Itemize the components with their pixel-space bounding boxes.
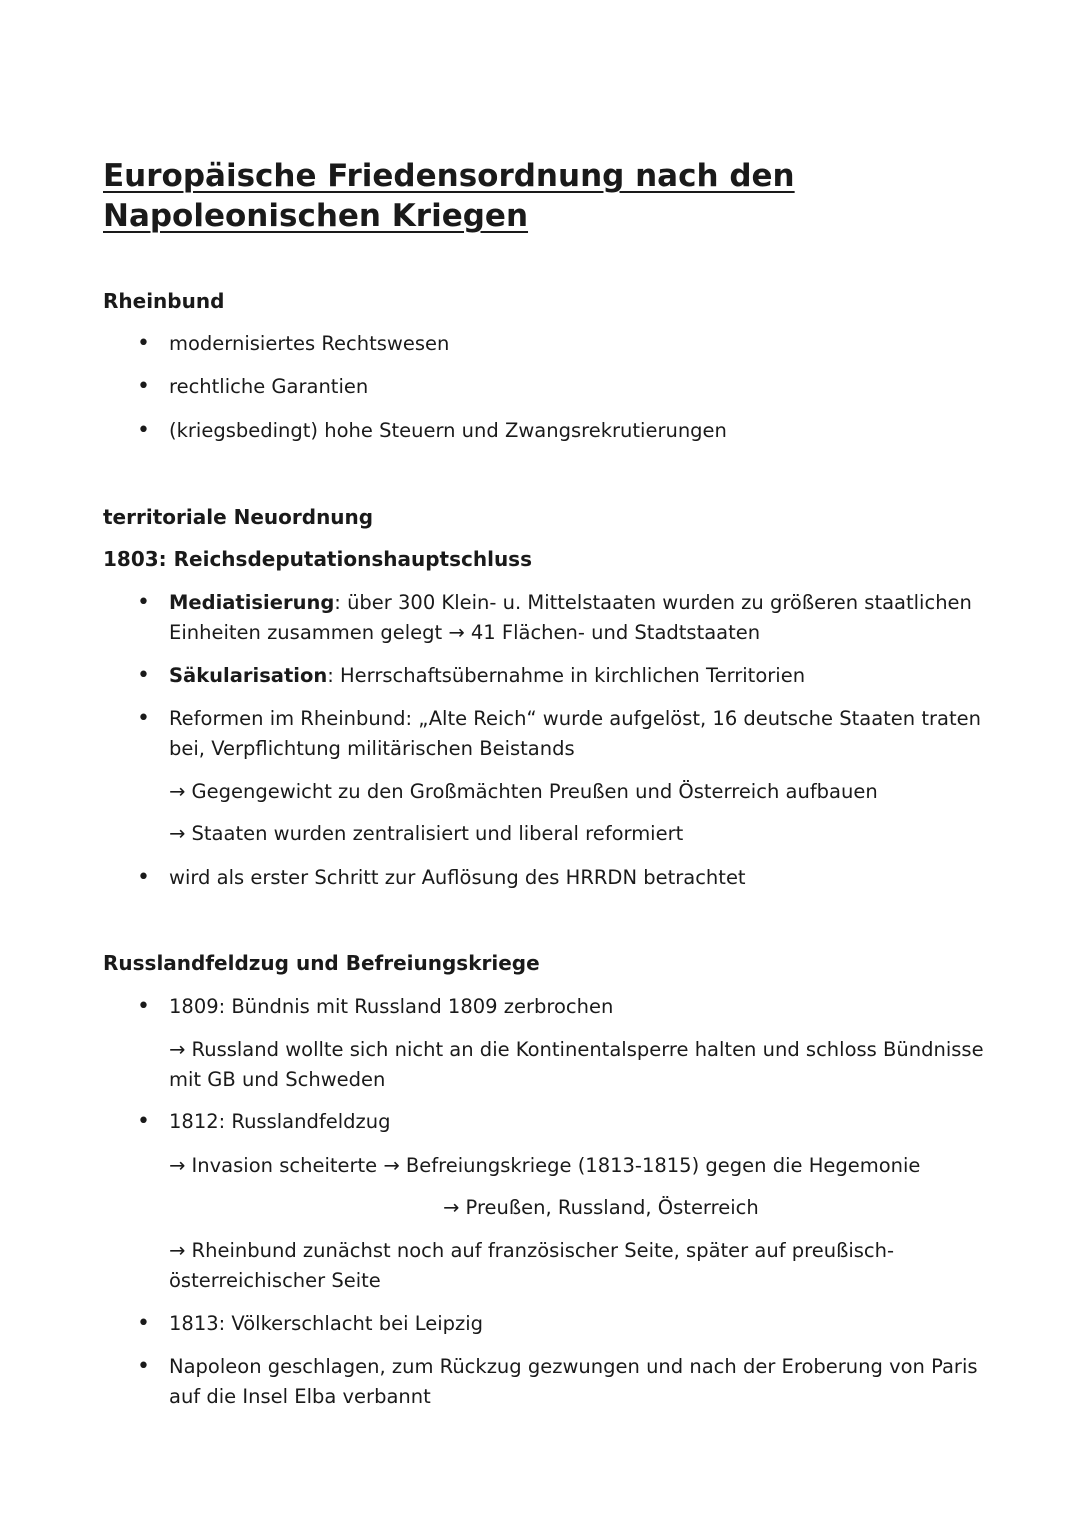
text-mediatisierung: : über 300 Klein- u. Mittelstaaten wurden zu größeren staatlichen Einheiten zusammen gelegt → 41 Flächen- und Stadtstaaten (169, 591, 972, 644)
list-item: • rechtliche Garantien (169, 372, 989, 402)
list-item: • 1813: Völkerschlacht bei Leipzig (169, 1309, 989, 1339)
heading-rheinbund: Rheinbund (103, 289, 225, 313)
term-mediatisierung: Mediatisierung (169, 591, 335, 614)
list-item-saekularisation (169, 661, 989, 691)
list-item: • 1812: Russlandfeldzug (169, 1107, 989, 1137)
list-item: • modernisiertes Rechtswesen (169, 329, 989, 359)
list-item-reformen: • Reformen im Rheinbund: „Alte Reich“ wurde aufgelöst, 16 deutsche Staaten traten bei, Verpflichtung militärischen Beistands (169, 704, 989, 764)
page-title: Europäische Friedensordnung nach den Napoleonischen Kriegen (103, 158, 795, 234)
sub-item: → Gegengewicht zu den Großmächten Preußen und Österreich aufbauen (169, 780, 878, 803)
text-saekularisation: : Herrschaftsübernahme in kirchlichen Territorien (327, 664, 806, 687)
subheading-reichsdeputationshauptschluss: 1803: Reichsdeputationshauptschluss (103, 547, 532, 571)
term-saekularisation: Säkularisation (169, 664, 328, 687)
sub-item: → Russland wollte sich nicht an die Kontinentalsperre halten und schloss Bündnisse mit GB und Schweden (169, 1038, 984, 1091)
sub-item: → Rheinbund zunächst noch auf französischer Seite, später auf preußisch-österreichischer Seite (169, 1239, 895, 1292)
heading-territoriale-neuordnung: territoriale Neuordnung (103, 505, 374, 529)
list-item: • 1809: Bündnis mit Russland 1809 zerbrochen (169, 992, 989, 1022)
list-item: • Napoleon geschlagen, zum Rückzug gezwungen und nach der Eroberung von Paris auf die Insel Elba verbannt (169, 1352, 989, 1412)
sub-item: → Staaten wurden zentralisiert und liberal reformiert (169, 822, 684, 845)
heading-russlandfeldzug: Russlandfeldzug und Befreiungskriege (103, 951, 540, 975)
list-item: • (kriegsbedingt) hohe Steuern und Zwangsrekrutierungen (169, 416, 989, 446)
sub-item: → Preußen, Russland, Österreich (443, 1196, 759, 1219)
list-item-mediatisierung (169, 588, 989, 648)
sub-item: → Invasion scheiterte → Befreiungskriege (1813-1815) gegen die Hegemonie (169, 1154, 921, 1177)
list-item: • wird als erster Schritt zur Auflösung des HRRDN betrachtet (169, 863, 989, 893)
